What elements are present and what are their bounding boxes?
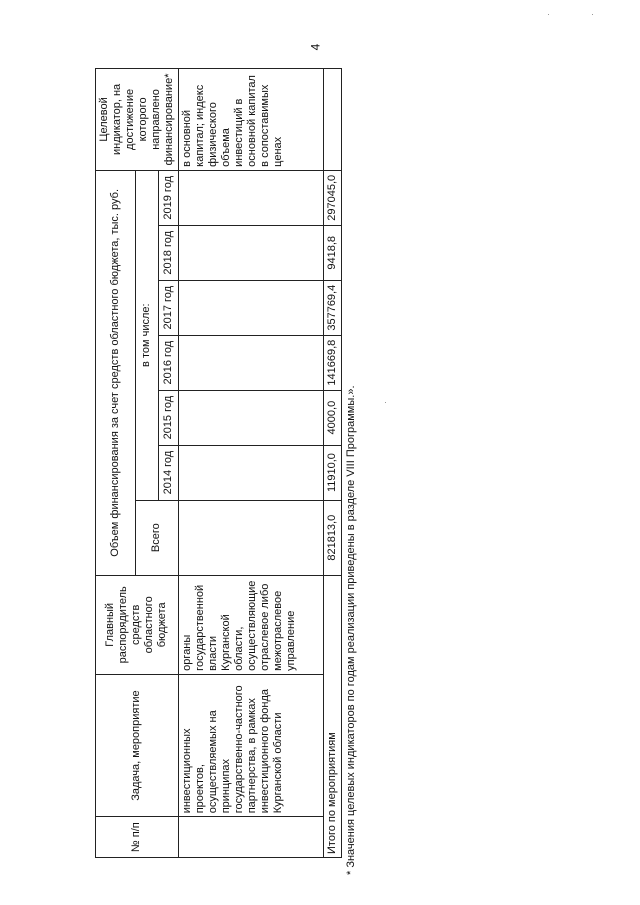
total-year: 297045,0 <box>323 170 341 225</box>
header-year: 2014 год <box>158 445 178 500</box>
scan-speck <box>548 14 549 15</box>
row-year-cell <box>178 225 323 280</box>
header-indicator: Целевой индикатор, на достижение которого направлено финансирование* <box>96 69 179 171</box>
row-year-cell <box>178 170 323 225</box>
funding-table-container <box>95 68 350 858</box>
header-including: в том числе: <box>136 170 159 500</box>
header-year: 2019 год <box>158 170 178 225</box>
header-year: 2017 год <box>158 280 178 335</box>
total-year: 11910,0 <box>323 445 341 500</box>
page-number: 4 <box>308 43 323 51</box>
footnote: * Значения целевых индикаторов по годам реализации приведены в разделе VIII Программы.». <box>345 385 357 875</box>
row-year-cell <box>178 335 323 390</box>
header-task: Задача, мероприятие <box>96 674 179 816</box>
header-total: Всего <box>136 500 179 575</box>
header-year: 2018 год <box>158 225 178 280</box>
row-total-cell <box>178 500 323 575</box>
total-indicator-cell <box>323 69 341 171</box>
total-year: 9418,8 <box>323 225 341 280</box>
total-label: Итого по мероприятиям <box>323 575 341 857</box>
row-number-cell <box>178 817 323 858</box>
header-number: № п/п <box>96 817 179 858</box>
row-indicator-cell: в основной капитал; индекс физического объема инвестиций в основной капитал в сопоставимых ценах <box>178 69 323 171</box>
row-task-cell: инвестиционных проектов, осуществляемых на принципах государственно-частного партнерства, в рамках инвестиционного фонда Курганской области <box>178 674 323 816</box>
total-row <box>323 69 341 858</box>
row-distributor-cell: органы государственной власти Курганской области, осуществляющие отраслевое либо межотраслевое управление <box>178 575 323 674</box>
header-year: 2015 год <box>158 390 178 445</box>
total-year: 4000,0 <box>323 390 341 445</box>
total-all: 821813,0 <box>323 500 341 575</box>
scan-speck <box>592 14 593 15</box>
table-row <box>178 69 323 858</box>
row-year-cell <box>178 280 323 335</box>
row-year-cell <box>178 390 323 445</box>
total-year: 141669,8 <box>323 335 341 390</box>
header-year: 2016 год <box>158 335 178 390</box>
total-year: 357769,4 <box>323 280 341 335</box>
header-distributor: Главный распорядитель средств областного бюджета <box>96 575 179 674</box>
scan-speck <box>385 402 386 403</box>
row-year-cell <box>178 445 323 500</box>
funding-table <box>95 68 342 858</box>
header-funding: Объем финансирования за счет средств областного бюджета, тыс. руб. <box>96 170 136 575</box>
